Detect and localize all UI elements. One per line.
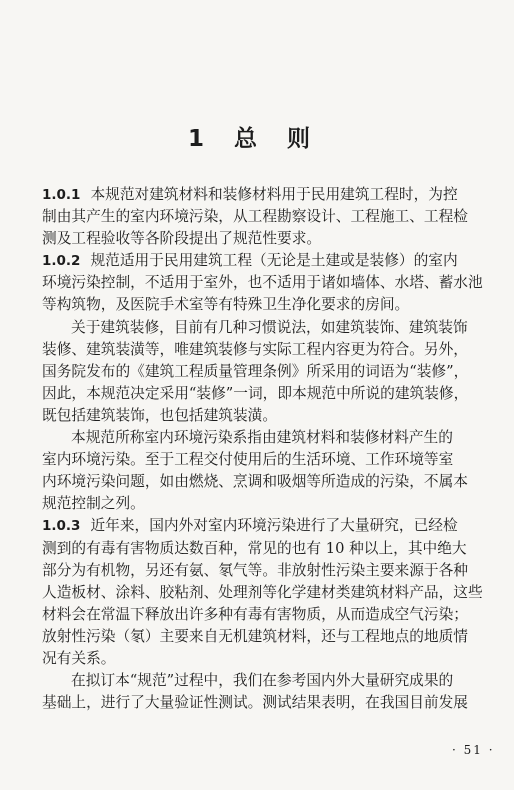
body-text [42, 184, 490, 714]
clause-line: 制由其产生的室内环境污染，从工程勘察设计、工程施工、工程检 [42, 208, 468, 226]
chapter-title-char: 则 [287, 126, 312, 152]
paragraph-line: 在拟订本“规范”过程中，我们在参考国内外大量研究成果的 [71, 672, 454, 690]
paragraph-line: 基础上，进行了大量验证性测试。测试结果表明，在我国目前发展 [42, 694, 468, 712]
chapter-title [0, 120, 514, 153]
clause-number: 1.0.3 [42, 518, 81, 535]
clause-line: 部分为有机物，另还有氨、氡气等。非放射性污染主要来源于各种 [42, 561, 468, 579]
clause-line: 1.0.2 规范适用于民用建筑工程（无论是土建或是装修）的室内 [42, 252, 458, 270]
clause-line: 人造板材、涂料、胶粘剂、处理剂等化学建材类建筑材料产品，这些 [42, 583, 483, 601]
paragraph-line: 内环境污染问题，如由燃烧、烹调和吸烟等所造成的污染，不属本 [42, 473, 468, 491]
clause-line: 等构筑物，及医院手术室等有特殊卫生净化要求的房间。 [42, 296, 410, 314]
paragraph-line: 国务院发布的《建筑工程质量管理条例》所采用的词语为“装修”， [42, 362, 469, 380]
chapter-number: 1 [187, 126, 206, 152]
clause-line: 环境污染控制，不适用于室外，也不适用于诸如墙体、水塔、蓄水池 [42, 274, 483, 292]
paragraph-line: 既包括建筑装饰，也包括建筑装潢。 [42, 406, 278, 424]
clause-line: 测及工程验收等各阶段提出了规范性要求。 [42, 230, 322, 248]
clause-line: 1.0.1 本规范对建筑材料和装修材料用于民用建筑工程时，为控 [42, 186, 458, 203]
clause-line: 测到的有毒有害物质达数百种，常见的也有 10 种以上，其中绝大 [42, 539, 467, 557]
page-number: · 51 · [452, 743, 495, 757]
clause-line: 放射性污染（氡）主要来自无机建筑材料，还与工程地点的地质情 [42, 627, 468, 645]
paragraph-line: 因此，本规范决定采用“装修”一词，即本规范中所说的建筑装修， [42, 384, 469, 402]
clause-number: 1.0.1 [42, 187, 81, 203]
paragraph-line: 装修、建筑装潢等，唯建筑装修与实际工程内容更为符合。另外， [42, 340, 468, 358]
clause-number: 1.0.2 [42, 253, 81, 270]
paragraph-line: 室内环境污染。至于工程交付使用后的生活环境、工作环境等室 [42, 451, 454, 469]
clause-line: 况有关系。 [42, 649, 116, 667]
clause-line: 1.0.3 近年来，国内外对室内环境污染进行了大量研究，已经检 [42, 517, 458, 535]
paragraph-line: 规范控制之列。 [42, 495, 145, 513]
clause-line: 材料会在常温下释放出许多种有毒有害物质，从而造成空气污染； [42, 605, 468, 623]
paragraph-line: 关于建筑装修，目前有几种习惯说法，如建筑装饰、建筑装饰 [71, 318, 468, 336]
chapter-title-char: 总 [234, 126, 259, 152]
paragraph-line: 本规范所称室内环境污染系指由建筑材料和装修材料产生的 [71, 429, 453, 447]
